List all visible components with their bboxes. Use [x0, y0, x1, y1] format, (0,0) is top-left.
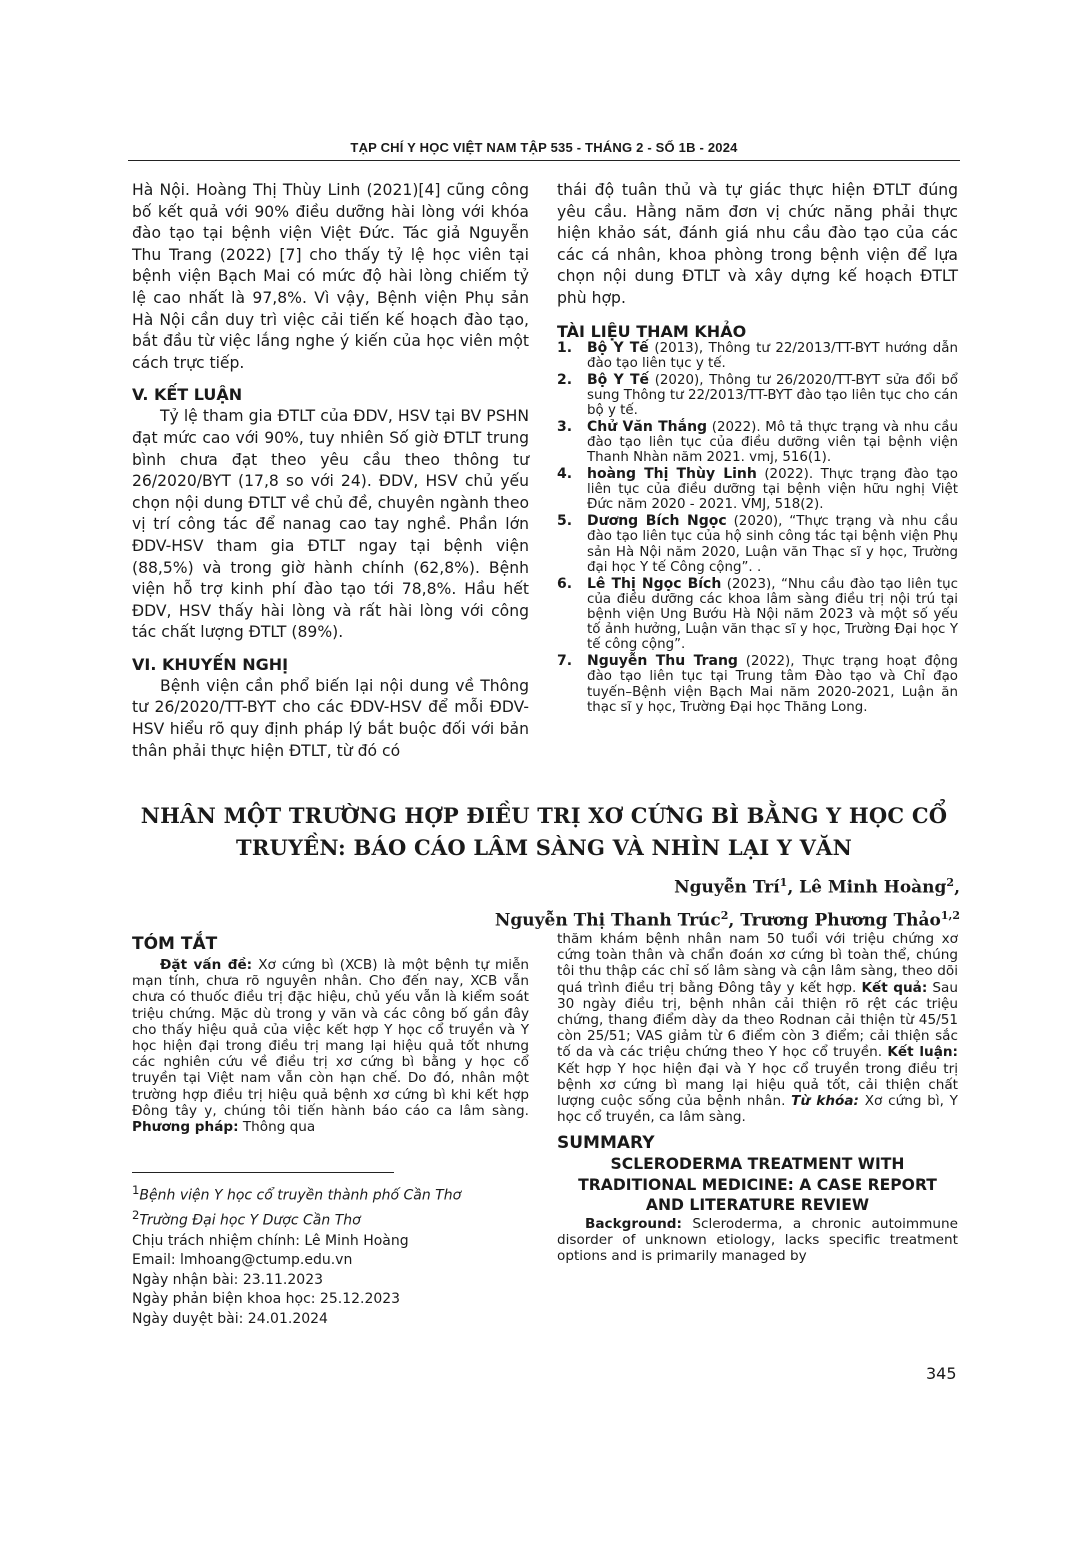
conclusion-text: Tỷ lệ tham gia ĐTLT của ĐDV, HSV tại BV PSHN đạt mức cao với 90%, tuy nhiên Số giờ ĐTLT trung bình chưa đạt theo yêu cầu theo thông tư 26/2020/BYT (17,8 so với 24). ĐDV, HSV chủ yếu chọn nội dung ĐTLT về chủ đề, chuyên ngành theo vị trí công tác để nanag cao tay nghề. Phần lớn ĐDV-HSV tham gia ĐTLT ngay tại bệnh viện (88,5%) và trong giờ hành chính (62,8%). Bệnh viện hỗ trợ kinh phí đào tạo tới 78,8%. Hầu hết ĐDV, HSV thấy hài lòng và rất hài lòng với công tác chất lượng ĐTLT (89%).: [132, 407, 529, 642]
abstract-results: Sau 30 ngày điều trị, bệnh nhân cải thiện rõ rệt các triệu chứng, thang điểm dày da theo Rodnan cải thiện từ 45/51 còn 25/51; VAS giảm từ 6 điểm còn 3 điểm; cải thiện sắc tố da và các triệu chứng theo Y học cổ truyền.: [557, 979, 958, 1061]
references-list: [557, 341, 958, 715]
continuation-paragraph: thái độ tuân thủ và tự giác thực hiện ĐTLT đúng yêu cầu. Hằng năm đơn vị chức năng phải thực hiện khảo sát, đánh giá nhu cầu đào tạo của các các cá nhân, khoa phòng trong bệnh viện để lựa chọn nội dung ĐTLT và xây dựng kế hoạch ĐTLT phù hợp.: [557, 181, 958, 307]
summary-title: [557, 1154, 958, 1215]
journal-header: TẠP CHÍ Y HỌC VIỆT NAM TẬP 535 - THÁNG 2 - SỐ 1B - 2024: [350, 140, 738, 155]
abstract-method-start: Thông qua: [238, 1119, 316, 1136]
reference-item: [557, 341, 958, 371]
reference-text: (2022), Thực trạng hoạt động đào tạo liên tục tại Trung tâm Đào tạo và Chỉ đạo tuyến–Bệnh viện Bạch Mai năm 2020-2021, Luận ăn thạc sĩ y học, Trường Đại học Thăng Long.: [587, 654, 958, 715]
recommendation-heading: VI. KHUYẾN NGHỊ: [132, 654, 289, 674]
article-title-line: NHÂN MỘT TRƯỜNG HỢP ĐIỀU TRỊ XƠ CỨNG BÌ BẰNG Y HỌC CỔ: [140, 803, 948, 828]
abstract-label-conclusion: Kết luận:: [887, 1044, 958, 1061]
footnote-accepted: Ngày duyệt bài: 24.01.2024: [132, 1310, 328, 1327]
summary-title-line: AND LITERATURE REVIEW: [645, 1196, 870, 1215]
reference-author: Bộ Y Tế: [587, 371, 650, 388]
right-column: [557, 180, 958, 717]
reference-author: Dương Bích Ngọc: [587, 513, 727, 530]
author-affiliation-mark: 2: [946, 876, 955, 889]
abstract-background: Xơ cứng bì (XCB) là một bệnh tự miễn mạn tính, chưa rõ nguyên nhân. Cho đến nay, XCB vẫn chưa có thuốc điều trị đặc hiệu, chủ yếu vẫn là kiểm soát triệu chứng. Mặc dù trong y văn và các công bố gần đây cho thấy hiệu quả của việc kết hợp Y học cổ truyền và Y học hiện đại trong điều trị mang lại hiệu quả tốt nhưng các nghiên cứu về điều trị xơ cứng bì bằng y học cổ truyền tại Việt nam vẫn còn hạn chế. Do đó, nhân một trường hợp điều trị hiệu quả bệnh xơ cứng bì khi kết hợp Đông tây y, chúng tôi tiến hành báo cáo ca lâm sàng.: [132, 957, 530, 1119]
abstract-left-column: [132, 934, 529, 1135]
reference-number: 2.: [557, 371, 573, 388]
abstract-label-results: Kết quả:: [861, 979, 928, 996]
abstract-conclusion: Kết hợp Y học hiện đại và Y học cổ truyền trong điều trị bệnh xơ cứng bì mang lại hiệu quả tốt, cải thiện chất lượng cuộc sống của bệnh nhân.: [557, 1060, 958, 1110]
references-heading: TÀI LIỆU THAM KHẢO: [557, 321, 747, 341]
footnote-email: Email: lmhoang@ctump.edu.vn: [132, 1252, 353, 1269]
footnote-received: Ngày nhận bài: 23.11.2023: [132, 1271, 324, 1288]
footnote-rule: [132, 1172, 394, 1173]
reference-item: [557, 514, 958, 575]
abstract-text-part1: [132, 957, 529, 1135]
summary-title-line: SCLERODERMA TREATMENT WITH: [610, 1155, 905, 1174]
footnote-mark: 2: [132, 1208, 140, 1223]
summary-heading: SUMMARY: [557, 1133, 655, 1154]
author-affiliation-mark: 1: [779, 876, 788, 889]
summary-background: Scleroderma, a chronic autoimmune disorder of unknown etiology, lacks specific treatment options and is primarily managed by: [557, 1215, 958, 1265]
author-name: , Trương Phương Thảo: [728, 910, 941, 931]
authors-line: [495, 869, 960, 902]
reference-item: [557, 577, 958, 653]
abstract-label-background: Đặt vấn đề:: [160, 957, 253, 973]
abstract-text-part2: [557, 931, 958, 1125]
recommendation-text: Bệnh viện cần phổ biến lại nội dung về Thông tư 26/2020/TT-BYT cho các ĐDV-HSV để mỗi ĐDV-HSV hiểu rõ quy định pháp lý bắt buộc đối với bản thân phải thực hiện ĐTLT, từ đó có: [132, 676, 529, 760]
footnote-corresponding: Chịu trách nhiệm chính: Lê Minh Hoàng: [132, 1232, 409, 1249]
abstract-label-method: Phương pháp:: [132, 1119, 239, 1136]
left-column: [132, 180, 529, 762]
footnote-affiliation-1: [132, 1181, 529, 1206]
reference-author: Chử Văn Thắng: [587, 418, 708, 435]
reference-author: Nguyễn Thu Trang: [587, 653, 738, 670]
reference-number: 1.: [557, 339, 573, 356]
author-name: Nguyễn Trí: [674, 877, 780, 898]
reference-author: Bộ Y Tế: [587, 339, 649, 356]
reference-number: 6.: [557, 575, 573, 592]
reference-number: 3.: [557, 418, 573, 435]
authors-line: [495, 902, 960, 935]
footnote-affiliation-text: Bệnh viện Y học cổ truyền thành phố Cần Thơ: [139, 1187, 462, 1204]
header-rule: [128, 160, 960, 161]
footnote-reviewed: Ngày phản biện khoa học: 25.12.2023: [132, 1291, 401, 1308]
reference-item: [557, 420, 958, 466]
author-name: Nguyễn Thị Thanh Trúc: [494, 910, 721, 931]
reference-author: hoàng Thị Thùy Linh: [587, 465, 757, 482]
author-separator: ,: [954, 877, 960, 898]
article-title-line: TRUYỀN: BÁO CÁO LÂM SÀNG VÀ NHÌN LẠI Y VĂN: [236, 835, 852, 860]
footnote-affiliation-text: Trường Đại học Y Dược Cần Thơ: [139, 1212, 361, 1229]
article-title: [128, 800, 960, 864]
reference-item: [557, 654, 958, 715]
reference-author: Lê Thị Ngọc Bích: [587, 575, 722, 592]
footnote-mark: 1: [132, 1183, 140, 1197]
abstract-right-column: [557, 931, 958, 1264]
author-affiliation-mark: 2: [720, 908, 729, 922]
reference-text: (2020), “Thực trạng và nhu cầu đào tạo liên tục của hộ sinh công tác tại bệnh viện Phụ sản Hà Nội năm 2020, Luận văn Thạc sĩ y học, Trường đại học Y tế Công cộng”. .: [587, 514, 958, 575]
abstract-label-keywords: Từ khóa:: [791, 1093, 859, 1110]
summary-text: [557, 1216, 958, 1265]
reference-text: (2023), “Nhu cầu đào tạo liên tục của điều dưỡng các khoa lâm sàng điều trị nội trú tại bệnh viện Ung Bướu Hà Nội năm 2023 và một số yếu tố ảnh hưởng, Luận văn thạc sĩ y học, Trường Đại học Y tế công cộng”.: [587, 576, 958, 653]
footnote-affiliation-2: [132, 1206, 529, 1231]
reference-text: (2022). Mô tả thực trạng và nhu cầu đào tạo liên tục của điều dưỡng viên tại bệnh viện Thanh Nhàn năm 2021. vmj, 516(1).: [587, 419, 958, 466]
reference-number: 4.: [557, 465, 573, 482]
intro-paragraph: Hà Nội. Hoàng Thị Thùy Linh (2021)[4] cũng công bố kết quả với 90% điều dưỡng hài lòng với khóa đào tạo tại bệnh viện Việt Đức. Tác giả Nguyễn Thu Trang (2022) [7] cho thấy tỷ lệ học viên tại bệnh viện Bạch Mai có mức độ hài lòng chiếm tỷ lệ cao nhất là 97,8%. Vì vậy, Bệnh viện Phụ sản Hà Nội cần duy trì việc cải tiến kế hoạch đào tạo, bắt đầu từ việc lắng nghe ý kiến của học viên một cách trực tiếp.: [132, 181, 529, 372]
author-affiliation-mark: 1,2: [940, 908, 960, 922]
abstract-heading: TÓM TẮT: [132, 934, 218, 954]
conclusion-heading: V. KẾT LUẬN: [132, 385, 243, 405]
reference-number: 7.: [557, 653, 573, 670]
reference-text: (2013), Thông tư 22/2013/TT-BYT hướng dẫn đào tạo liên tục y tế.: [587, 340, 958, 371]
reference-item: [557, 373, 958, 419]
page-number: 345: [926, 1364, 957, 1383]
summary-title-line: TRADITIONAL MEDICINE: A CASE REPORT: [578, 1175, 937, 1194]
reference-text: (2020), Thông tư 26/2020/TT-BYT sửa đổi bổ sung Thông tư 22/2013/TT-BYT đào tạo liên tục cho cán bộ y tế.: [587, 372, 958, 418]
reference-text: (2022). Thực trạng đào tạo liên tục của điều dưỡng tại bệnh viện hữu nghị Việt Đức năm 2020 - 2021. VMJ, 518(2).: [587, 466, 958, 513]
reference-number: 5.: [557, 513, 573, 530]
author-name: , Lê Minh Hoàng: [787, 877, 947, 898]
reference-item: [557, 467, 958, 513]
article-authors: [495, 869, 960, 934]
footnotes: [132, 1181, 529, 1329]
abstract-keywords: Xơ cứng bì, Y học cổ truyền, ca lâm sàng.: [557, 1093, 958, 1126]
summary-label-background: Background:: [585, 1215, 682, 1232]
abstract-method-rest: thăm khám bệnh nhân nam 50 tuổi với triệu chứng xơ cứng toàn thân và chẩn đoán xơ cứng bì toàn thể, chúng tôi thu thập các chỉ số lâm sàng và cận lâm sàng, theo dõi quá trình điều trị bằng Đông tây y kết hợp.: [557, 931, 958, 996]
